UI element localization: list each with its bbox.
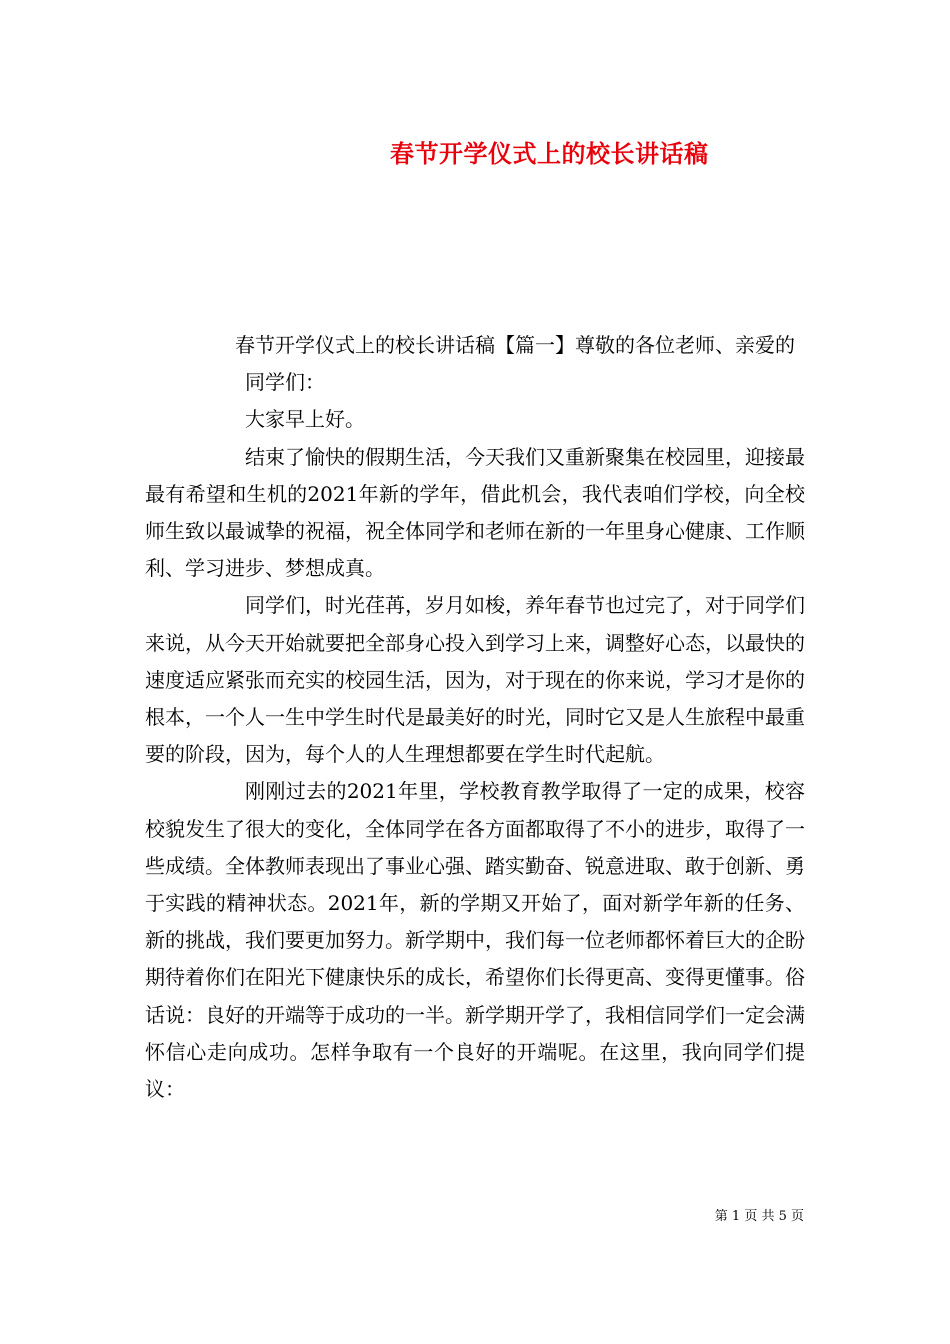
page-footer: 第 1 页 共 5 页 xyxy=(714,1209,804,1224)
paragraph-salutation: 同学们： xyxy=(245,370,325,395)
paragraph-time: 同学们，时光荏苒，岁月如梭，养年春节也过完了，对于同学们来说，从今天开始就要把全部身心投入到学习上来，调整好心态，以最快的速度适应紧张而充实的校园生活，因为，对于现在的你来说，学习才是你的根本，一个人一生中学生时代是最美好的时光，同时它又是人生旅程中最重要的阶段，因为，每个人的人生理想都要在学生时代起航。 xyxy=(145,593,805,767)
paragraph-review: 刚刚过去的2021年里，学校教育教学取得了一定的成果，校容校貌发生了很大的变化，全体同学在各方面都取得了不小的进步，取得了一些成绩。全体教师表现出了事业心强、踏实勤奋、锐意进取、敢于创新、勇于实践的精神状态。2021年，新的学期又开始了，面对新学年新的任务、新的挑战，我们要更加努力。新学期中，我们每一位老师都怀着巨大的企盼期待着你们在阳光下健康快乐的成长，希望你们长得更高、变得更懂事。俗话说：良好的开端等于成功的一半。新学期开学了，我相信同学们一定会满怀信心走向成功。怎样争取有一个良好的开端呢。在这里，我向同学们提议： xyxy=(145,779,805,1102)
document-body xyxy=(145,327,805,1108)
page-title: 春节开学仪式上的校长讲话稿 xyxy=(390,139,709,168)
paragraph-holiday: 结束了愉快的假期生活，今天我们又重新聚集在校园里，迎接最最有希望和生机的2021年新的学年，借此机会，我代表咱们学校，向全校师生致以最诚挚的祝福，祝全体同学和老师在新的一年里身心健康、工作顺利、学习进步、梦想成真。 xyxy=(145,444,805,581)
paragraph-intro: 春节开学仪式上的校长讲话稿【篇一】尊敬的各位老师、亲爱的 xyxy=(235,333,795,357)
paragraph-greeting: 大家早上好。 xyxy=(245,407,365,432)
